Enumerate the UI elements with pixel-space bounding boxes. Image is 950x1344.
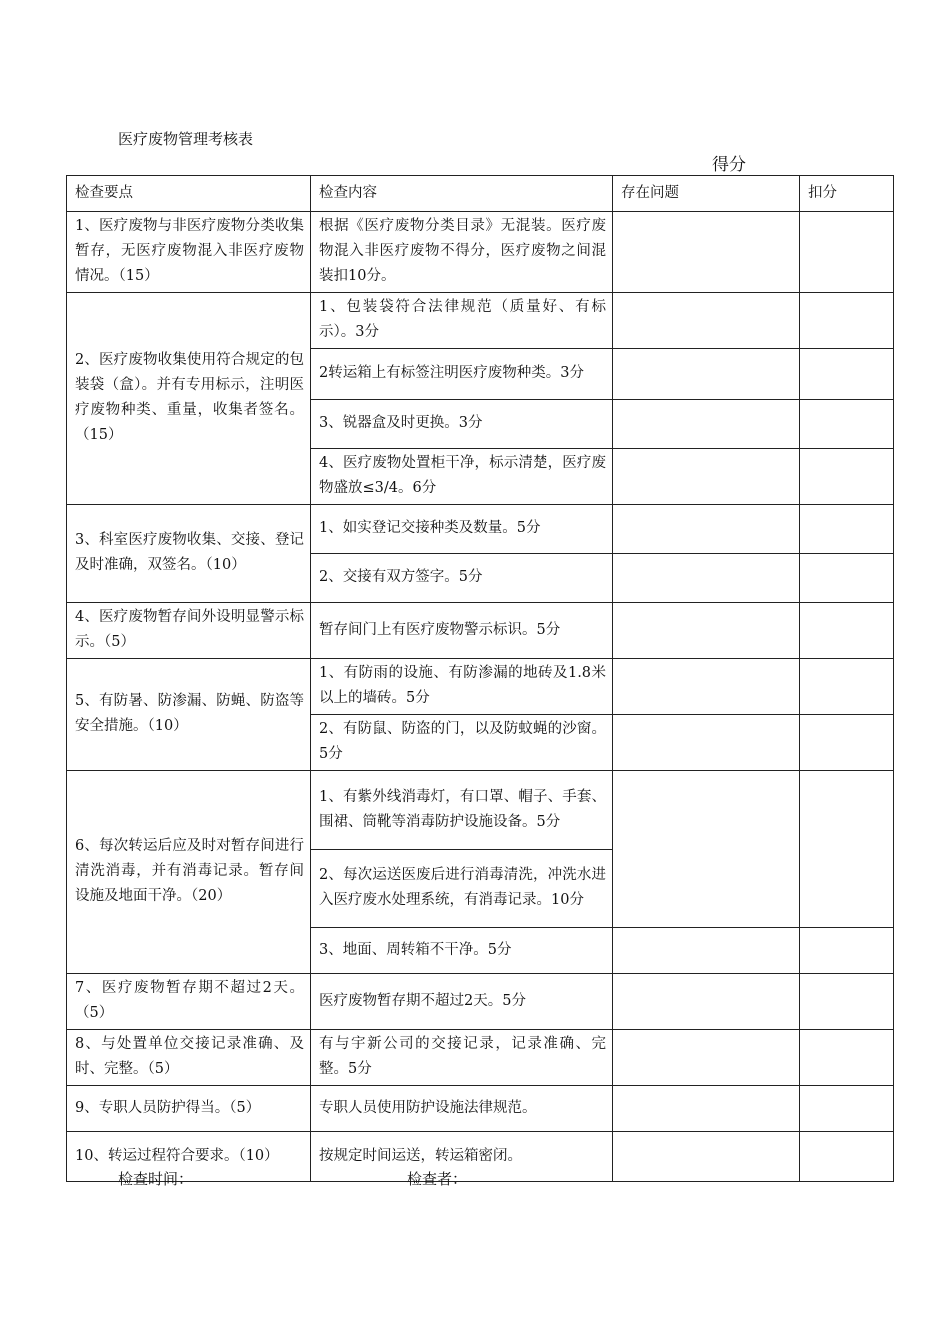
table-row	[67, 659, 894, 715]
issue-cell[interactable]	[613, 554, 800, 603]
check-content: 有与宇新公司的交接记录，记录准确、完整。5分	[311, 1030, 613, 1086]
deduct-cell[interactable]	[800, 928, 894, 974]
issue-cell[interactable]	[613, 505, 800, 554]
check-content: 根据《医疗废物分类目录》无混装。医疗废物混入非医疗废物不得分，医疗废物之间混装扣10分。	[311, 212, 613, 293]
deduct-cell[interactable]	[800, 212, 894, 293]
deduct-cell[interactable]	[800, 293, 894, 349]
check-content: 3、锐器盒及时更换。3分	[311, 400, 613, 449]
issue-cell[interactable]	[613, 293, 800, 349]
deduct-cell[interactable]	[800, 1132, 894, 1182]
header-issue: 存在问题	[613, 176, 800, 212]
score-label: 得分	[712, 155, 746, 175]
check-content: 暂存间门上有医疗废物警示标识。5分	[311, 603, 613, 659]
issue-cell[interactable]	[613, 715, 800, 771]
issue-cell[interactable]	[613, 928, 800, 974]
deduct-cell[interactable]	[800, 449, 894, 505]
inspector-label: 检查者：	[407, 1170, 468, 1188]
issue-cell[interactable]	[613, 1030, 800, 1086]
deduct-cell[interactable]	[800, 771, 894, 928]
check-point: 8、与处置单位交接记录准确、及时、完整。（5）	[67, 1030, 311, 1086]
issue-cell[interactable]	[613, 1086, 800, 1132]
issue-cell[interactable]	[613, 349, 800, 400]
issue-cell[interactable]	[613, 449, 800, 505]
inspection-time-label: 检查时间：	[118, 1170, 194, 1188]
check-content: 4、医疗废物处置柜干净，标示清楚，医疗废物盛放≤3/4。6分	[311, 449, 613, 505]
check-point: 9、专职人员防护得当。（5）	[67, 1086, 311, 1132]
check-point: 7、医疗废物暂存期不超过2天。（5）	[67, 974, 311, 1030]
table-row	[67, 974, 894, 1030]
issue-cell[interactable]	[613, 771, 800, 928]
check-content: 2转运箱上有标签注明医疗废物种类。3分	[311, 349, 613, 400]
check-content: 2、有防鼠、防盗的门，以及防蚊蝇的沙窗。5分	[311, 715, 613, 771]
check-point: 4、医疗废物暂存间外设明显警示标示。（5）	[67, 603, 311, 659]
deduct-cell[interactable]	[800, 400, 894, 449]
table-row	[67, 1086, 894, 1132]
assessment-table	[66, 175, 894, 1182]
check-content: 1、有防雨的设施、有防渗漏的地砖及1.8米以上的墙砖。5分	[311, 659, 613, 715]
deduct-cell[interactable]	[800, 659, 894, 715]
table-row	[67, 1030, 894, 1086]
check-content: 1、如实登记交接种类及数量。5分	[311, 505, 613, 554]
check-content: 医疗废物暂存期不超过2天。5分	[311, 974, 613, 1030]
issue-cell[interactable]	[613, 603, 800, 659]
check-content: 2、每次运送医废后进行消毒清洗，冲洗水进入医疗废水处理系统，有消毒记录。10分	[311, 850, 613, 928]
check-content: 专职人员使用防护设施法律规范。	[311, 1086, 613, 1132]
deduct-cell[interactable]	[800, 603, 894, 659]
table-row	[67, 293, 894, 349]
check-point: 6、每次转运后应及时对暂存间进行清洗消毒，并有消毒记录。暂存间设施及地面干净。（20）	[67, 771, 311, 974]
check-content: 1、包装袋符合法律规范（质量好、有标示）。3分	[311, 293, 613, 349]
deduct-cell[interactable]	[800, 554, 894, 603]
check-point: 1、医疗废物与非医疗废物分类收集暂存，无医疗废物混入非医疗废物情况。（15）	[67, 212, 311, 293]
table-row	[67, 603, 894, 659]
deduct-cell[interactable]	[800, 505, 894, 554]
check-point: 2、医疗废物收集使用符合规定的包装袋（盒）。并有专用标示，注明医疗废物种类、重量，收集者签名。（15）	[67, 293, 311, 505]
check-content: 3、地面、周转箱不干净。5分	[311, 928, 613, 974]
deduct-cell[interactable]	[800, 349, 894, 400]
check-point: 3、科室医疗废物收集、交接、登记及时准确，双签名。（10）	[67, 505, 311, 603]
table-header-row	[67, 176, 894, 212]
check-content: 1、有紫外线消毒灯，有口罩、帽子、手套、围裙、筒靴等消毒防护设施设备。5分	[311, 771, 613, 850]
check-point: 10、转运过程符合要求。（10）	[67, 1132, 311, 1182]
issue-cell[interactable]	[613, 1132, 800, 1182]
issue-cell[interactable]	[613, 659, 800, 715]
table-row	[67, 212, 894, 293]
header-content: 检查内容	[311, 176, 613, 212]
form-title: 医疗废物管理考核表	[118, 130, 254, 148]
check-content: 按规定时间运送，转运箱密闭。	[311, 1132, 613, 1182]
deduct-cell[interactable]	[800, 1086, 894, 1132]
check-content: 2、交接有双方签字。5分	[311, 554, 613, 603]
issue-cell[interactable]	[613, 974, 800, 1030]
deduct-cell[interactable]	[800, 715, 894, 771]
table-row	[67, 771, 894, 850]
check-point: 5、有防暑、防渗漏、防蝇、防盗等安全措施。（10）	[67, 659, 311, 771]
header-point: 检查要点	[67, 176, 311, 212]
deduct-cell[interactable]	[800, 974, 894, 1030]
issue-cell[interactable]	[613, 212, 800, 293]
table-row	[67, 505, 894, 554]
deduct-cell[interactable]	[800, 1030, 894, 1086]
header-deduct: 扣分	[800, 176, 894, 212]
issue-cell[interactable]	[613, 400, 800, 449]
